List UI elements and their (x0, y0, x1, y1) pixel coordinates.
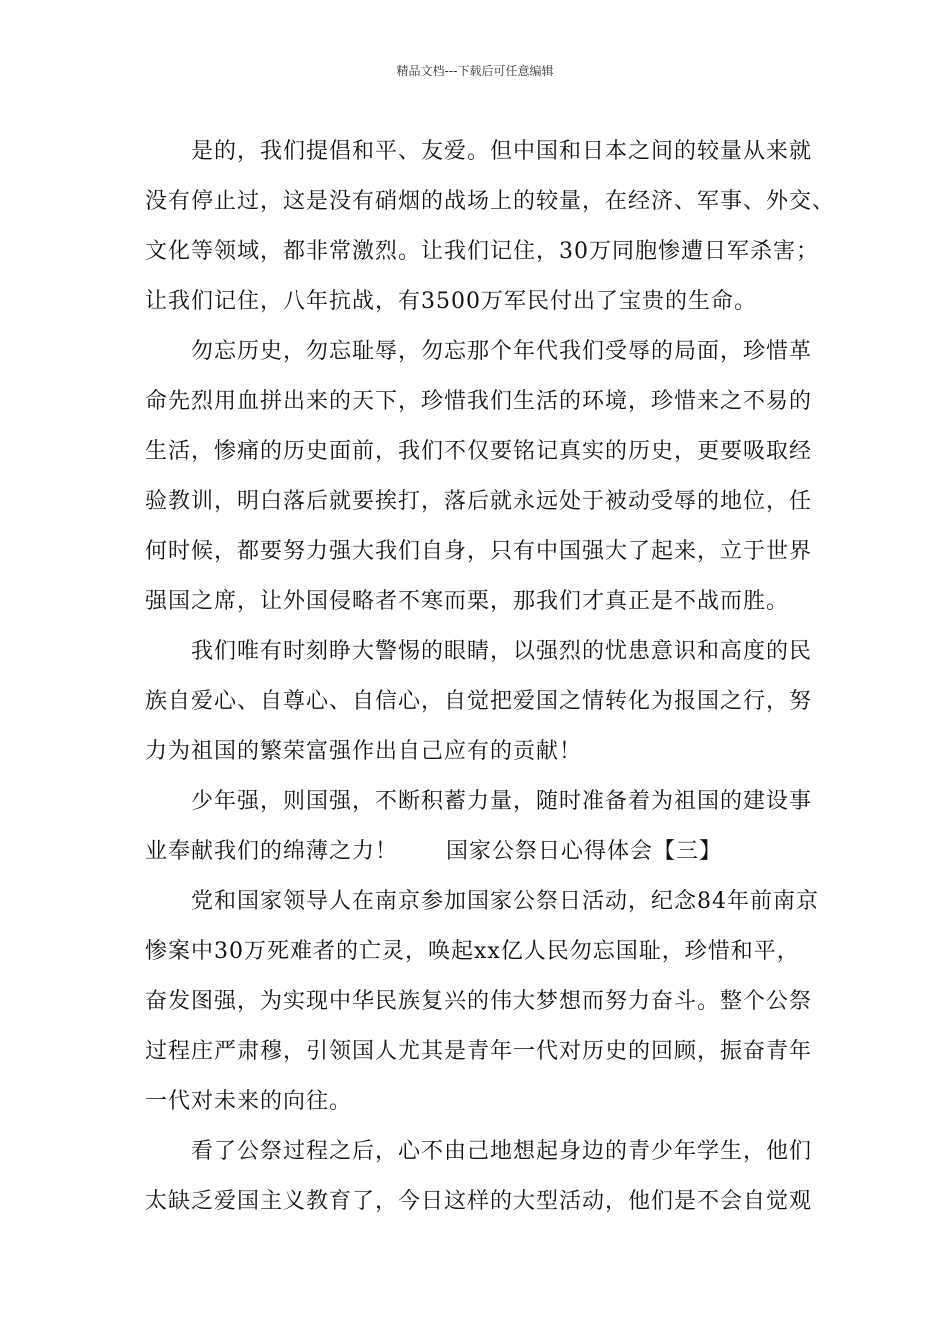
paragraph-line: 看了公祭过程之后，心不由己地想起身边的青少年学生，他们 (191, 1139, 813, 1164)
paragraph-line: 少年强，则国强，不断积蓄力量，随时准备着为祖国的建设事 (191, 789, 813, 814)
paragraph-line: 族自爱心、自尊心、自信心，自觉把爱国之情转化为报国之行，努 (145, 689, 813, 714)
paragraph-line: 过程庄严肃穆，引领国人尤其是青年一代对历史的回顾，振奋青年 (145, 1039, 813, 1064)
paragraph-line: 是的，我们提倡和平、友爱。但中国和日本之间的较量从来就 (191, 139, 813, 164)
paragraph-line-with-title (145, 827, 825, 877)
paragraph-line: 文化等领域，都非常激烈。让我们记住，30万同胞惨遭日军杀害； (145, 239, 819, 264)
paragraph-line: 奋发图强，为实现中华民族复兴的伟大梦想而努力奋斗。整个公祭 (145, 989, 813, 1014)
paragraph-line: 一代对未来的向往。 (145, 1089, 353, 1114)
paragraph-line: 勿忘历史，勿忘耻辱，勿忘那个年代我们受辱的局面，珍惜革 (191, 339, 813, 364)
paragraph-line: 验教训，明白落后就要挨打，落后就永远处于被动受辱的地位，任 (145, 489, 813, 514)
page-header: 精品文档---下载后可任意编辑 (396, 64, 554, 78)
paragraph-line: 太缺乏爱国主义教育了，今日这样的大型活动，他们是不会自觉观 (145, 1189, 813, 1214)
paragraph-line: 强国之席，让外国侵略者不寒而栗，那我们才真正是不战而胜。 (145, 589, 790, 614)
document-body (145, 127, 836, 1227)
paragraph-line: 业奉献我们的绵薄之力！ (145, 839, 399, 864)
paragraph-line: 让我们记住，八年抗战，有3500万军民付出了宝贵的生命。 (145, 289, 757, 314)
section-title: 国家公祭日心得体会【三】 (446, 839, 723, 864)
paragraph-line: 命先烈用血拼出来的天下，珍惜我们生活的环境，珍惜来之不易的 (145, 389, 813, 414)
paragraph-line: 力为祖国的繁荣富强作出自己应有的贡献！ (145, 739, 583, 764)
paragraph-line: 何时候，都要努力强大我们自身，只有中国强大了起来，立于世界 (145, 539, 813, 564)
paragraph-line: 党和国家领导人在南京参加国家公祭日活动，纪念84年前南京 (191, 889, 819, 914)
paragraph-line: 惨案中30万死难者的亡灵，唤起xx亿人民勿忘国耻，珍惜和平， (145, 939, 800, 964)
paragraph-line: 生活，惨痛的历史面前，我们不仅要铭记真实的历史，更要吸取经 (145, 439, 813, 464)
paragraph-line: 没有停止过，这是没有硝烟的战场上的较量，在经济、军事、外交、 (145, 189, 836, 214)
paragraph-line: 我们唯有时刻睁大警惕的眼睛，以强烈的忧患意识和高度的民 (191, 639, 813, 664)
